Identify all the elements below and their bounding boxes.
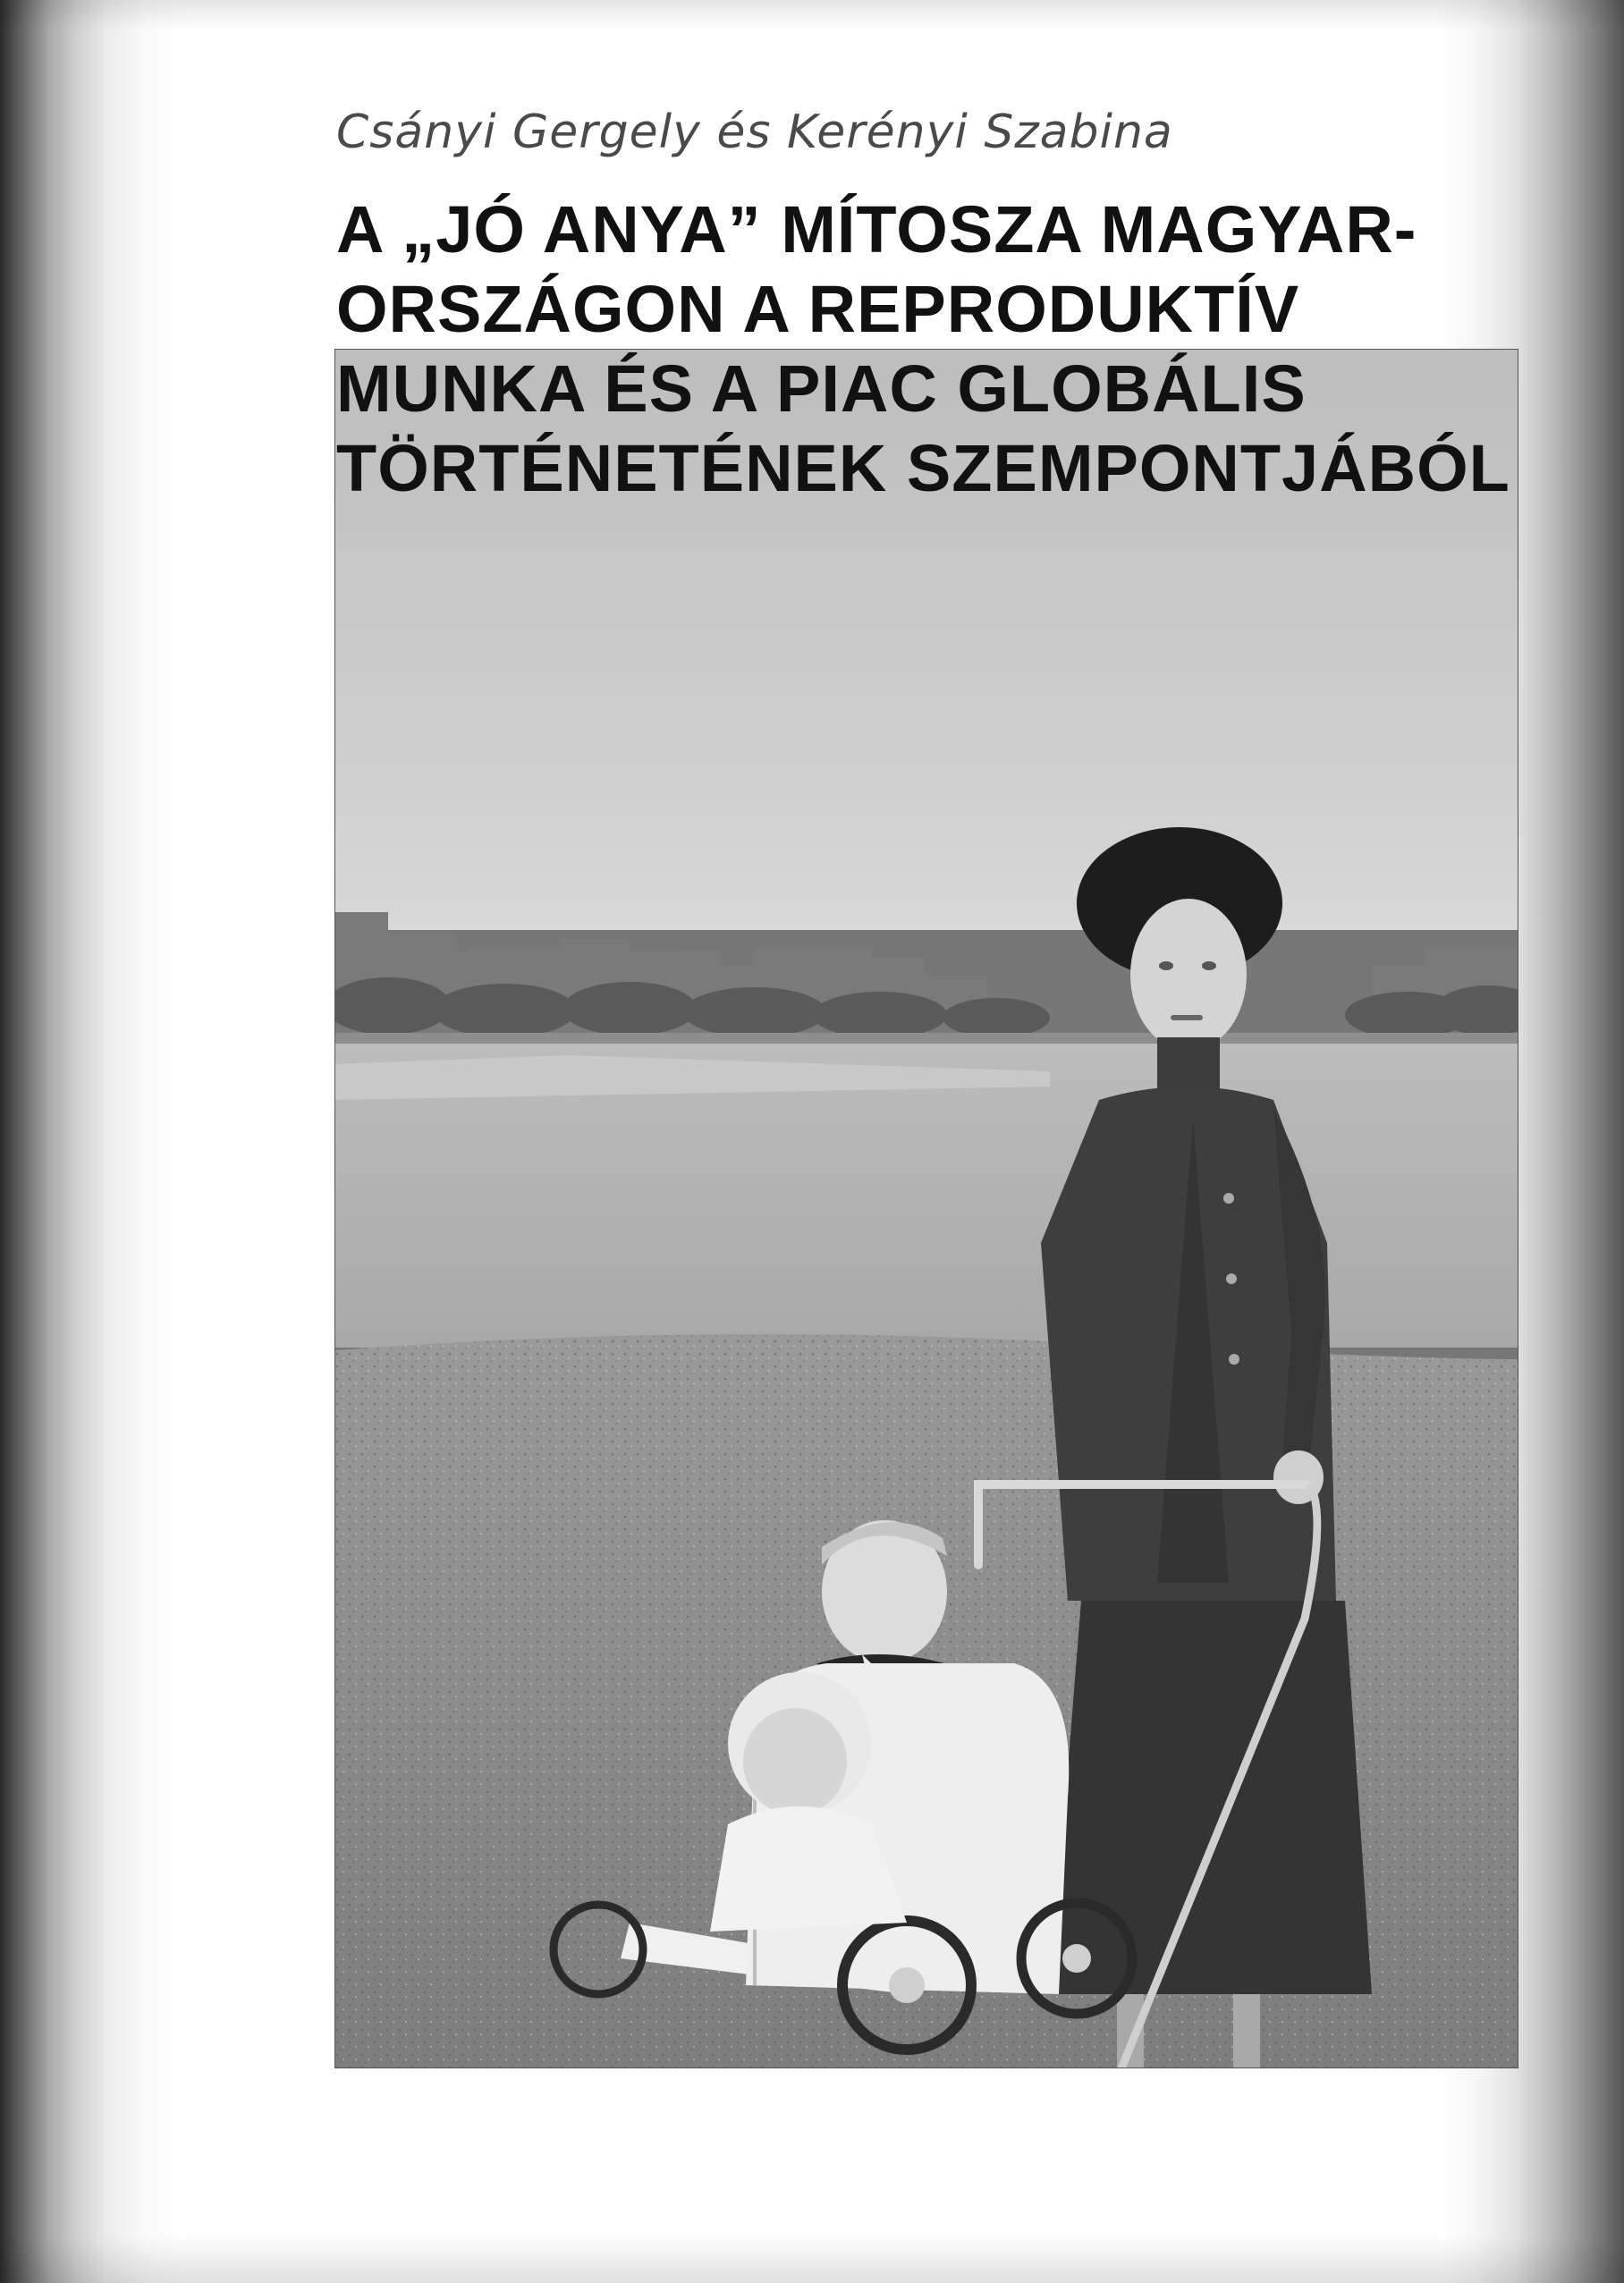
- photo-illustration: [334, 349, 1518, 2068]
- mother-face: [1130, 899, 1247, 1051]
- title-line-2: ORSZÁGON A REPRODUKTÍV: [336, 272, 1300, 346]
- title-line-3: MUNKA ÉS A PIAC GLOBÁLIS: [336, 351, 1307, 426]
- embankment-wall: [334, 1033, 1518, 1044]
- title-line-4: TÖRTÉNETÉNEK SZEMPONTJÁBÓL: [336, 431, 1510, 505]
- photograph-mother-with-children-and-stroller: [334, 349, 1518, 2068]
- page-bottom-shadow: [0, 2236, 1624, 2283]
- page-top-shadow: [0, 0, 1624, 30]
- mother-figure: [1041, 827, 1372, 2068]
- authors-line: Csányi Gergely és Kerényi Szabina: [336, 106, 1173, 159]
- baby-face: [743, 1708, 847, 1815]
- article-title: [336, 190, 1588, 508]
- mother-leg-right: [1233, 1994, 1260, 2068]
- mother-skirt: [1050, 1601, 1372, 1994]
- title-line-1: A „JÓ ANYA” MÍTOSZA MAGYAR-: [336, 192, 1417, 266]
